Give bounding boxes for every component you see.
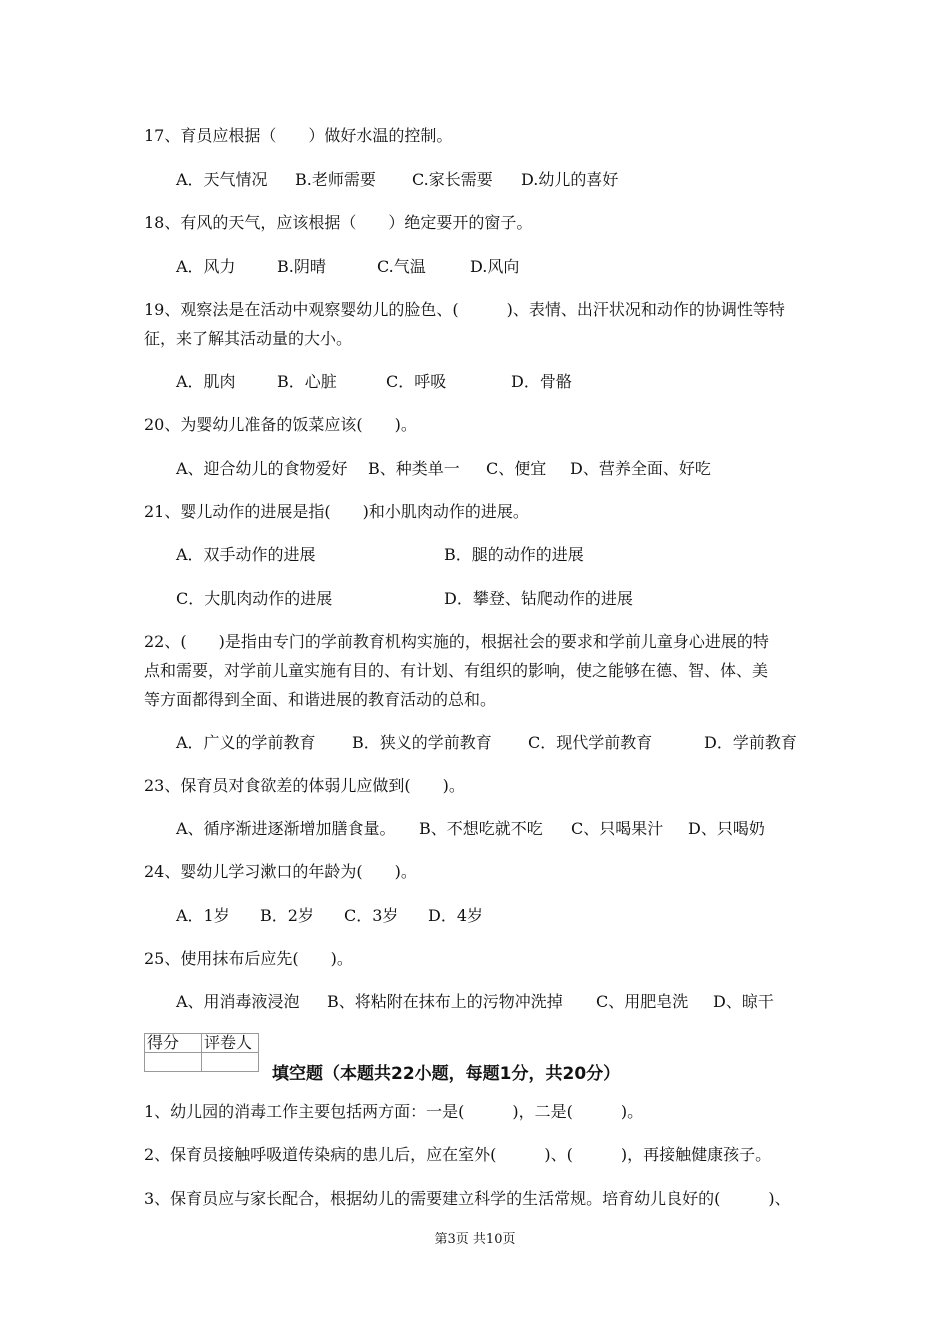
question-23-stem: 23、保育员对食欲差的体弱儿应做到( )。 xyxy=(144,776,465,795)
q19-option-c: C．呼吸 xyxy=(386,372,447,391)
q20-option-a: A、迎合幼儿的食物爱好 xyxy=(176,459,348,478)
question-19-stem-line2: 征，来了解其活动量的大小。 xyxy=(144,329,353,348)
q25-option-b: B、将粘附在抹布上的污物冲洗掉 xyxy=(327,992,563,1011)
q22-option-b: B．狭义的学前教育 xyxy=(352,733,492,752)
question-19-stem-line1: 19、观察法是在活动中观察婴幼儿的脸色、( )、表情、出汗状况和动作的协调性等特 xyxy=(144,300,785,319)
q22-option-d: D．学前教育 xyxy=(704,733,797,752)
q20-option-b: B、种类单一 xyxy=(368,459,460,478)
fill-blank-1: 1、幼儿园的消毒工作主要包括两方面：一是( )，二是( )。 xyxy=(144,1102,644,1121)
q22-option-c: C．现代学前教育 xyxy=(528,733,653,752)
question-18-stem: 18、有风的天气，应该根据（ ）绝定要开的窗子。 xyxy=(144,213,533,232)
fill-blank-2: 2、保育员接触呼吸道传染病的患儿后，应在室外( )、( )，再接触健康孩子。 xyxy=(144,1145,772,1164)
section-title: 填空题（本题共22小题，每题1分，共20分） xyxy=(272,1064,621,1084)
page-footer: 第3页 共10页 xyxy=(434,1232,516,1247)
question-22-stem-line2: 点和需要，对学前儿童实施有目的、有计划、有组织的影响，使之能够在德、智、体、美 xyxy=(144,661,769,680)
q23-option-b: B、不想吃就不吃 xyxy=(419,819,543,838)
question-22-stem-line1: 22、( )是指由专门的学前教育机构实施的，根据社会的要求和学前儿童身心进展的特 xyxy=(144,632,769,651)
q19-option-a: A．肌肉 xyxy=(176,372,236,391)
q20-option-c: C、便宜 xyxy=(486,459,547,478)
q23-option-d: D、只喝奶 xyxy=(688,819,765,838)
q25-option-a: A、用消毒液浸泡 xyxy=(176,992,300,1011)
grader-label: 评卷人 xyxy=(202,1034,259,1053)
q18-option-d: D.风向 xyxy=(470,257,520,276)
q23-option-c: C、只喝果汁 xyxy=(571,819,664,838)
q24-option-b: B．2岁 xyxy=(260,906,314,925)
q17-option-d: D.幼儿的喜好 xyxy=(521,170,619,189)
question-17-stem: 17、育员应根据（ ）做好水温的控制。 xyxy=(144,126,453,145)
q18-option-b: B.阴晴 xyxy=(277,257,326,276)
q17-option-c: C.家长需要 xyxy=(412,170,493,189)
q19-option-d: D．骨骼 xyxy=(511,372,572,391)
q21-option-b: B．腿的动作的进展 xyxy=(444,545,584,564)
score-label: 得分 xyxy=(145,1034,202,1053)
q17-option-a: A．天气情况 xyxy=(176,170,268,189)
q24-option-d: D．4岁 xyxy=(428,906,484,925)
q20-option-d: D、营养全面、好吃 xyxy=(570,459,711,478)
question-25-stem: 25、使用抹布后应先( )。 xyxy=(144,949,353,968)
fill-blank-3: 3、保育员应与家长配合，根据幼儿的需要建立科学的生活常规。培育幼儿良好的( )、 xyxy=(144,1189,791,1208)
q22-option-a: A．广义的学前教育 xyxy=(176,733,316,752)
q21-option-c: C．大肌肉动作的进展 xyxy=(176,589,333,608)
q21-option-d: D．攀登、钻爬动作的进展 xyxy=(444,589,633,608)
score-cell xyxy=(145,1053,202,1072)
question-20-stem: 20、为婴幼儿准备的饭菜应该( )。 xyxy=(144,415,417,434)
q25-option-c: C、用肥皂洗 xyxy=(596,992,689,1011)
score-box xyxy=(144,1033,259,1072)
q18-option-a: A．风力 xyxy=(176,257,236,276)
question-21-stem: 21、婴儿动作的进展是指( )和小肌肉动作的进展。 xyxy=(144,502,529,521)
question-24-stem: 24、婴幼儿学习漱口的年龄为( )。 xyxy=(144,862,417,881)
q19-option-b: B．心脏 xyxy=(277,372,337,391)
q24-option-c: C．3岁 xyxy=(344,906,399,925)
q24-option-a: A．1岁 xyxy=(176,906,230,925)
q21-option-a: A．双手动作的进展 xyxy=(176,545,316,564)
q23-option-a: A、循序渐进逐渐增加膳食量。 xyxy=(176,819,396,838)
grader-cell xyxy=(202,1053,259,1072)
q25-option-d: D、晾干 xyxy=(713,992,774,1011)
question-22-stem-line3: 等方面都得到全面、和谐进展的教育活动的总和。 xyxy=(144,690,497,709)
q17-option-b: B.老师需要 xyxy=(295,170,376,189)
q18-option-c: C.气温 xyxy=(377,257,426,276)
